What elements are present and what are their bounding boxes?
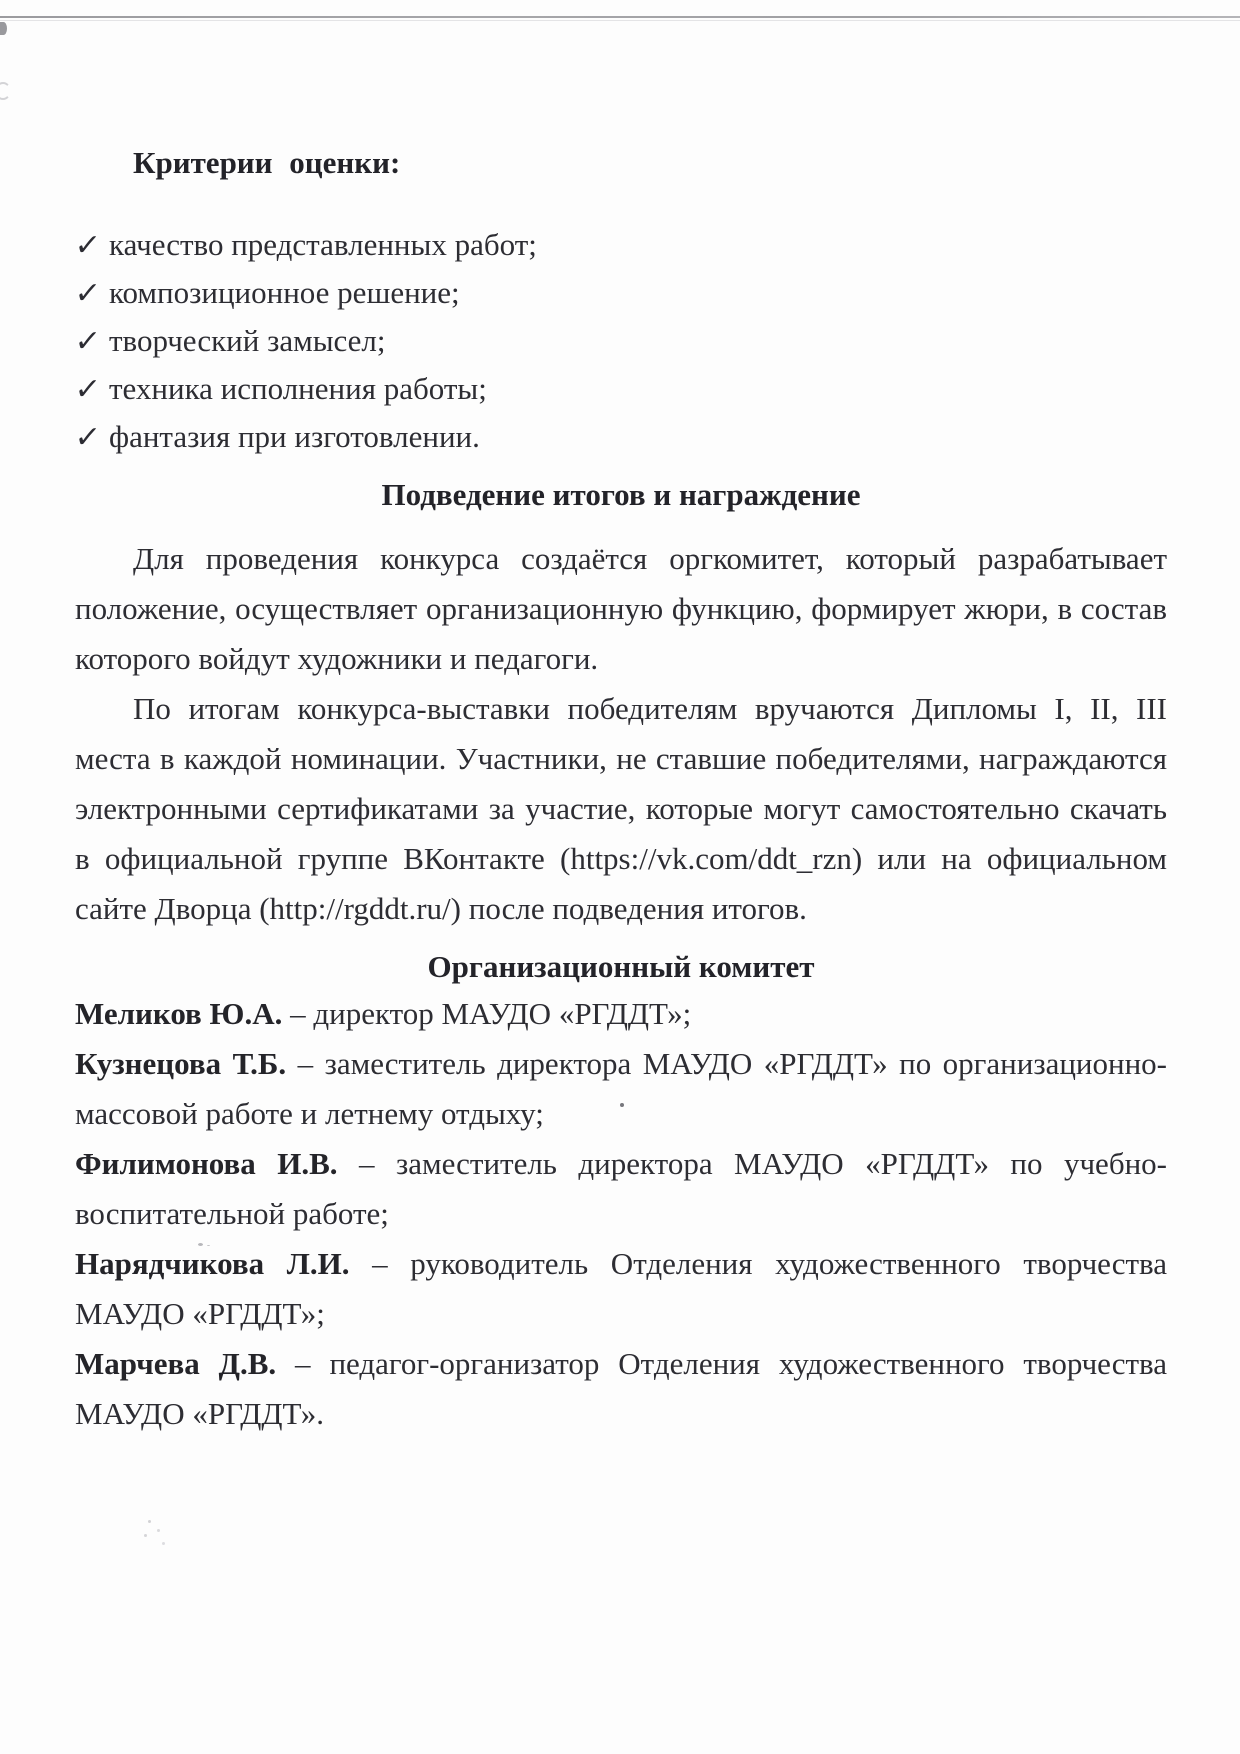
committee-member-role: – заместитель директора МАУДО «РГДДТ» по учебно-воспитательной работе; [75,1146,1168,1231]
committee-member-name: Нарядчикова Л.И. [75,1246,350,1281]
committee-member-name: Меликов Ю.А. [75,996,283,1031]
criteria-item-text: качество представленных работ; [109,227,537,262]
committee-member-name: Филимонова И.В. [75,1146,338,1181]
results-paragraph-2: По итогам конкурса-выставки победителям вручаются Дипломы I, II, III места в каждой номинации. Участники, не ставшие победителями, награждаются электронными сертификатами за участие, которые могут самостоятельно скачать в официальной группе ВКонтакте (https://vk.com/ddt_rzn) или на официальном сайте Дворца (http://rgddt.ru/) после подведения итогов. [75,691,1167,926]
committee-member-role: – педагог-организатор Отделения художественного творчества МАУДО «РГДДТ». [75,1346,1167,1431]
criteria-list-item [75,365,1167,413]
committee-entry [75,1039,1167,1139]
scan-artifact-edge-mark [0,82,11,100]
scan-artifact-corner-mark [0,22,7,35]
committee-entry [75,1139,1167,1239]
committee-entry [75,1339,1167,1439]
criteria-list-item [75,317,1167,365]
committee-member-role: – заместитель директора МАУДО «РГДДТ» по организационно-массовой работе и летнему отдыху; [75,1046,1168,1131]
committee-member-name: Марчева Д.В. [75,1346,277,1381]
checkmark-icon: ✓ [73,419,102,455]
scan-artifact-top-line-2 [0,20,1240,21]
checkmark-icon: ✓ [73,227,102,263]
checkmark-icon: ✓ [73,371,102,407]
document-content [75,143,1167,1439]
committee-heading: Организационный комитет [427,949,815,984]
criteria-list-item [75,413,1167,461]
committee-member-name: Кузнецова Т.Б. [75,1046,287,1081]
criteria-list [75,221,1167,461]
scan-artifact-top-line [0,16,1240,18]
committee-member-role: – руководитель Отделения художественного творчества МАУДО «РГДДТ»; [75,1246,1168,1331]
criteria-title: Критерии оценки: [133,145,401,180]
checkmark-icon: ✓ [73,323,102,359]
results-heading: Подведение итогов и награждение [381,477,861,512]
criteria-item-text: композиционное решение; [109,275,460,310]
committee-entry [75,1239,1167,1339]
criteria-item-text: техника исполнения работы; [109,371,487,406]
criteria-item-text: фантазия при изготовлении. [109,419,480,454]
criteria-list-item [75,221,1167,269]
scan-artifact-speckles [148,1520,151,1523]
committee-member-role: – директор МАУДО «РГДДТ»; [290,996,692,1031]
checkmark-icon: ✓ [73,275,102,311]
criteria-list-item [75,269,1167,317]
results-paragraph-1: Для проведения конкурса создаётся оргкомитет, который разрабатывает положение, осуществляет организационную функцию, формирует жюри, в состав которого войдут художники и педагоги. [75,541,1167,676]
criteria-item-text: творческий замысел; [109,323,386,358]
committee-entry [75,989,1167,1039]
